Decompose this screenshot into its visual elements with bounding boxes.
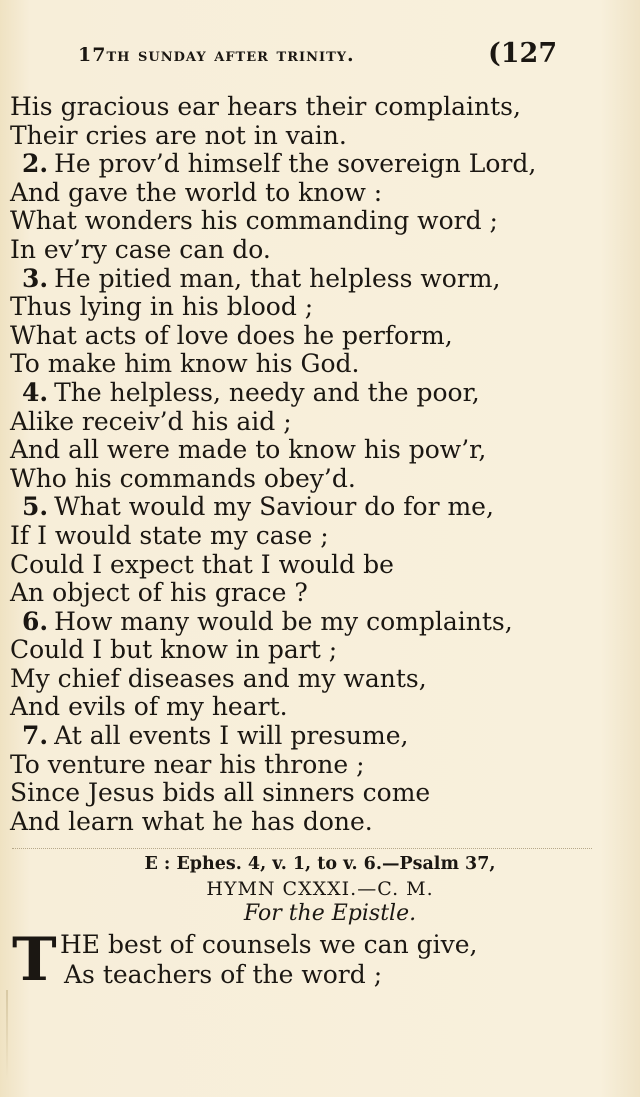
verse-text: His gracious ear hears their complaints,	[10, 92, 521, 121]
verse-text: My chief diseases and my wants,	[10, 663, 427, 693]
verse-text: What acts of love does he perform,	[10, 320, 453, 350]
verse-line	[10, 693, 610, 722]
verse-line	[10, 408, 610, 437]
verse-line	[10, 350, 610, 379]
verse-text: At all events I will presume,	[54, 721, 409, 751]
verse-text: The helpless, needy and the poor,	[54, 377, 480, 407]
page-edge-mark	[6, 990, 8, 1080]
stanza-number: 6.	[22, 606, 49, 636]
stanza-number: 4.	[22, 377, 49, 407]
verse-line	[10, 122, 610, 151]
verse-line	[10, 808, 610, 837]
verse-text: What wonders his commanding word ;	[10, 206, 498, 236]
verse-line	[10, 465, 610, 494]
verse-line	[10, 751, 610, 780]
verse-text: Alike receiv’d his aid ;	[10, 406, 292, 436]
verse-line	[10, 608, 610, 637]
running-head-title: 17th sunday after trinity.	[78, 44, 355, 66]
hymn-verses	[10, 93, 610, 836]
stanza-number: 5.	[22, 492, 49, 522]
verse-line	[10, 322, 610, 351]
verse-line	[10, 522, 610, 551]
verse-text: Their cries are not in vain.	[10, 120, 347, 150]
running-head	[0, 40, 640, 80]
verse-text: How many would be my complaints,	[54, 606, 513, 636]
hymn-title: HYMN CXXXI.—C. M.	[206, 878, 434, 900]
verse-text: Since Jesus bids all sinners come	[10, 778, 431, 808]
divider	[12, 848, 592, 850]
drop-cap: T	[12, 925, 57, 995]
verse-text: In ev’ry case can do.	[10, 234, 271, 264]
verse-text: What would my Saviour do for me,	[54, 492, 494, 522]
verse-text: And learn what he has done.	[10, 806, 373, 836]
verse-text: Thus lying in his blood ;	[10, 292, 314, 322]
line-text: best of counsels we can give,	[100, 930, 478, 959]
verse-text: Could I but know in part ;	[10, 635, 338, 665]
verse-line	[10, 665, 610, 694]
verse-text: To make him know his God.	[10, 349, 360, 379]
verse-line	[10, 493, 610, 522]
verse-text: And gave the world to know :	[10, 177, 383, 207]
verse-line	[10, 636, 610, 665]
verse-text: Could I expect that I would be	[10, 549, 394, 579]
verse-line	[10, 379, 610, 408]
hymn-line: As teachers of the word ;	[64, 960, 383, 989]
line-caps: HE	[60, 930, 101, 959]
lesson-reference: E : Ephes. 4, v. 1, to v. 6.—Psalm 37,	[144, 854, 496, 874]
verse-text: He prov’d himself the sovereign Lord,	[54, 149, 537, 179]
page-number: (127	[488, 38, 558, 69]
verse-text: And evils of my heart.	[10, 692, 288, 722]
verse-line	[10, 150, 610, 179]
verse-line	[10, 722, 610, 751]
verse-text: He pitied man, that helpless worm,	[54, 263, 501, 293]
verse-line	[10, 579, 610, 608]
stanza-number: 2.	[22, 149, 49, 179]
verse-text: Who his commands obey’d.	[10, 463, 356, 493]
verse-line	[10, 179, 610, 208]
hymn-line	[60, 930, 478, 960]
verse-text: If I would state my case ;	[10, 520, 329, 550]
verse-line	[10, 207, 610, 236]
verse-line	[10, 293, 610, 322]
verse-line	[10, 93, 610, 122]
verse-line	[10, 551, 610, 580]
hymn-occasion: For the Epistle.	[243, 901, 417, 926]
stanza-number: 3.	[22, 263, 49, 293]
verse-line	[10, 236, 610, 265]
verse-line	[10, 436, 610, 465]
verse-text: And all were made to know his pow’r,	[10, 435, 487, 465]
verse-line	[10, 779, 610, 808]
verse-text: To venture near his throne ;	[10, 749, 365, 779]
stanza-number: 7.	[22, 721, 49, 751]
verse-line	[10, 265, 610, 294]
verse-text: An object of his grace ?	[10, 578, 308, 608]
